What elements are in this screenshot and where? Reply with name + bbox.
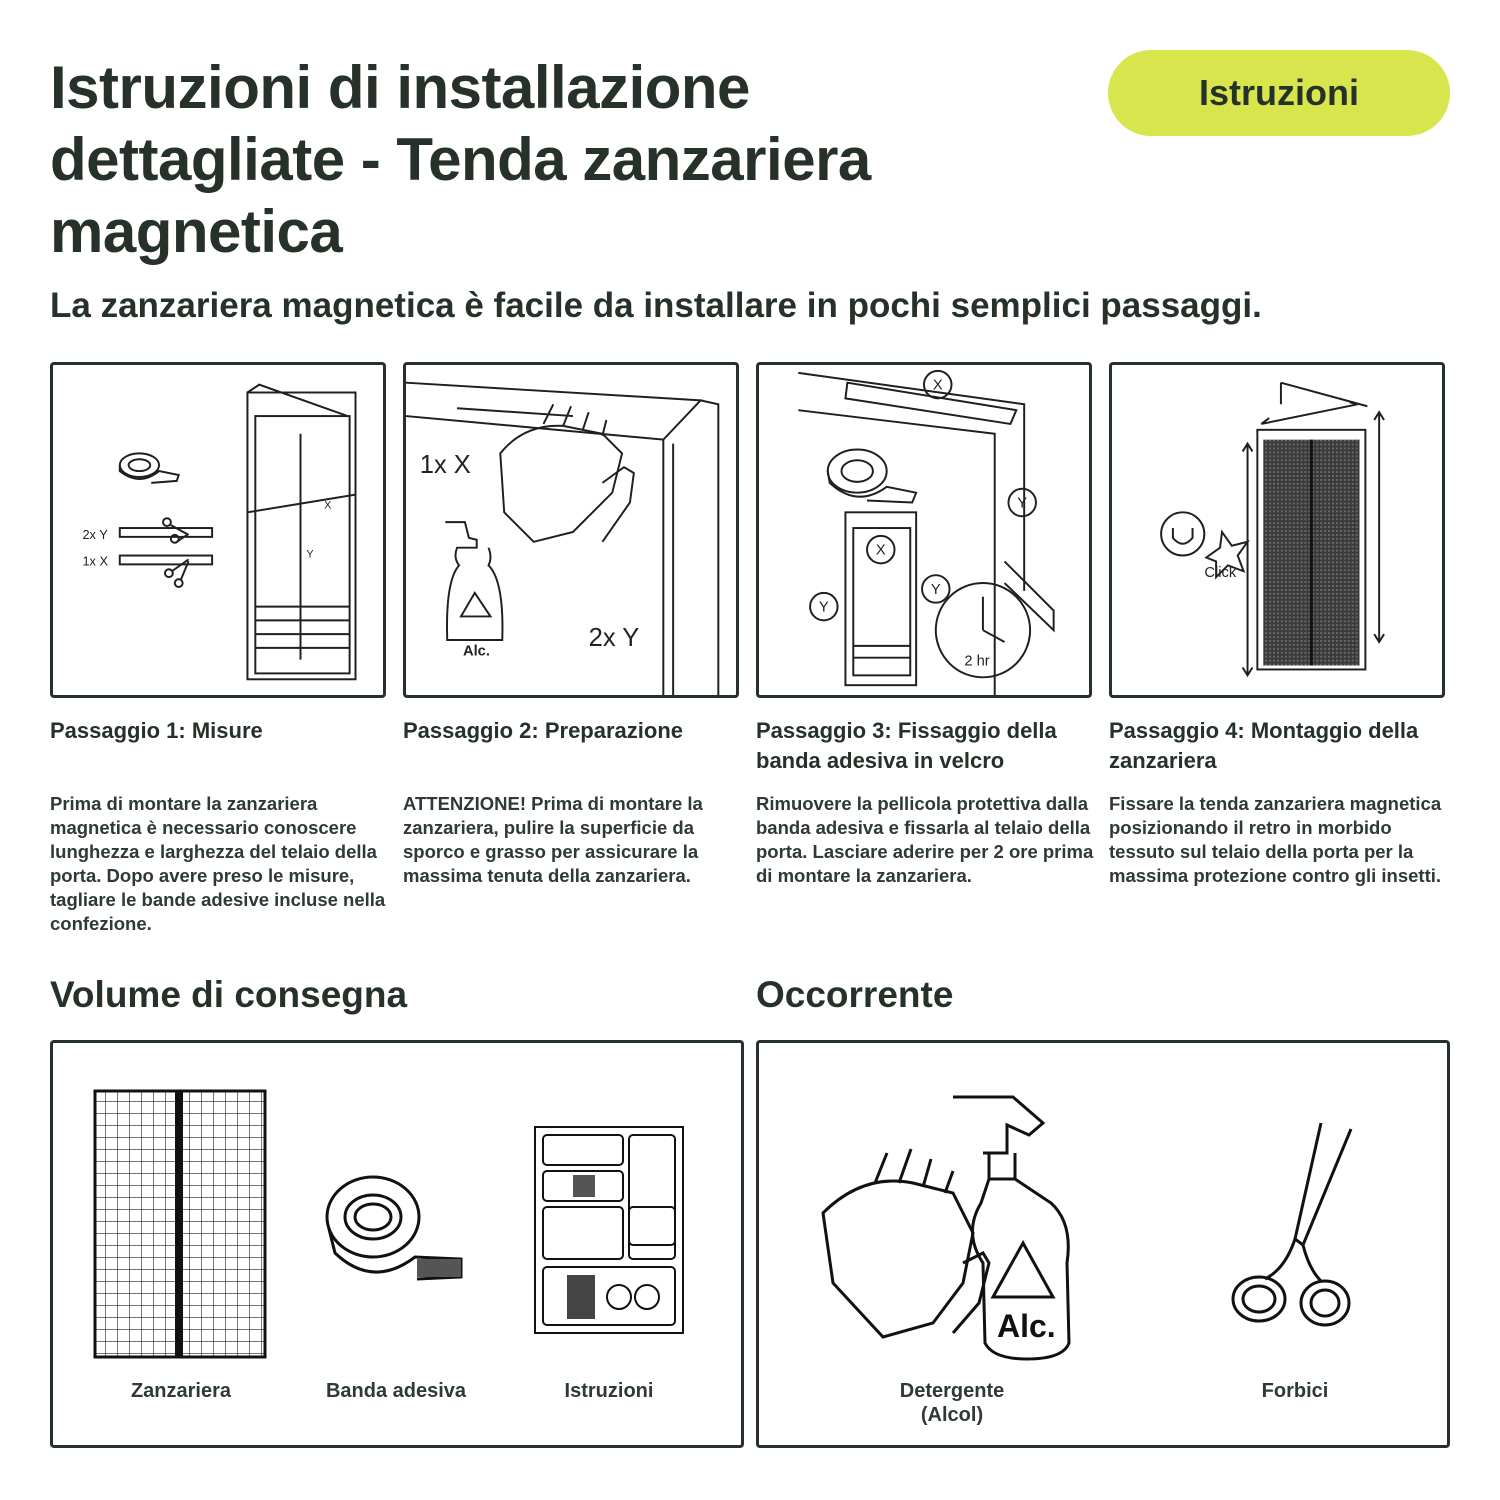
- required-box: [756, 1040, 1450, 1448]
- page-subtitle: La zanzariera magnetica è facile da installare in pochi semplici passaggi.: [50, 286, 1262, 325]
- y-strip-label: 2x Y: [82, 526, 108, 542]
- page-title: Istruzioni di installazione dettagliate - Tenda zanzariera magnetica: [50, 54, 871, 265]
- y-marker-left: Y: [818, 599, 829, 616]
- mount-curtain-icon: [1112, 365, 1442, 695]
- x-count-label: 1x X: [419, 451, 471, 480]
- x-strip-label: 1x X: [82, 553, 108, 569]
- step-3-text: Rimuovere la pellicola protettiva dalla banda adesiva e fissarla al telaio della porta. Lasciare aderire per 2 ore prima di montare la zanzariera.: [756, 793, 1094, 886]
- velcro-fixing-icon: [759, 365, 1089, 695]
- step-4-text: Fissare la tenda zanzariera magnetica posizionando il retro in morbido tessuto sul telaio della porta per la massima protezione contro gli insetti.: [1109, 793, 1442, 886]
- step-2-title: Passaggio 2: Preparazione: [403, 718, 683, 743]
- alc-label: Alc.: [462, 643, 490, 660]
- step-2-text: ATTENZIONE! Prima di montare la zanzariera, pulire la superficie da sporco e grasso per assicurare la massima tenuta della zanzariera.: [403, 793, 703, 886]
- required-alc-label: Alc.: [997, 1308, 1056, 1344]
- required-item-scissors: Forbici: [1261, 1380, 1329, 1402]
- step-4-illustration: [1109, 362, 1445, 698]
- step-1-illustration: [50, 362, 386, 698]
- required-item-cleaner: Detergente (Alcol): [899, 1380, 1005, 1426]
- required-heading: Occorrente: [756, 974, 954, 1015]
- click-label: Click: [1204, 565, 1237, 582]
- y-marker-right: Y: [1017, 495, 1028, 512]
- mesh-curtain-icon: [93, 1089, 267, 1359]
- y-marker-small: Y: [930, 581, 941, 598]
- cleaning-frame-icon: [406, 365, 736, 695]
- delivery-item-tape: Banda adesiva: [325, 1380, 467, 1402]
- step-2-illustration: [403, 362, 739, 698]
- x-marker-small: X: [875, 542, 886, 559]
- y-count-label: 2x Y: [588, 623, 640, 652]
- instruction-sheet-icon: [533, 1125, 685, 1335]
- step-4-title: Passaggio 4: Montaggio della zanzariera: [1109, 718, 1419, 773]
- measure-door-icon: [53, 365, 383, 695]
- instructions-badge: Istruzioni: [1108, 50, 1450, 136]
- step-1-title: Passaggio 1: Misure: [50, 718, 263, 743]
- cleaner-spray-icon: [813, 1083, 1083, 1373]
- y-dim-label: Y: [306, 548, 314, 561]
- x-marker-top: X: [932, 377, 943, 394]
- clock-label: 2 hr: [964, 653, 990, 670]
- delivery-item-curtain: Zanzariera: [130, 1380, 232, 1402]
- x-dim-label: X: [324, 499, 332, 512]
- step-3-title: Passaggio 3: Fissaggio della banda adesiva in velcro: [756, 718, 1057, 773]
- delivery-heading: Volume di consegna: [50, 974, 408, 1015]
- scissors-icon: [1225, 1119, 1355, 1329]
- step-1-text: Prima di montare la zanzariera magnetica è necessario conoscere lunghezza e larghezza del telaio della porta. Dopo avere preso le misure, tagliare le bande adesive incluse nella confezione.: [50, 793, 386, 934]
- delivery-item-instructions: Istruzioni: [564, 1380, 654, 1402]
- step-3-illustration: [756, 362, 1092, 698]
- delivery-box: [50, 1040, 744, 1448]
- adhesive-tape-icon: [321, 1167, 471, 1297]
